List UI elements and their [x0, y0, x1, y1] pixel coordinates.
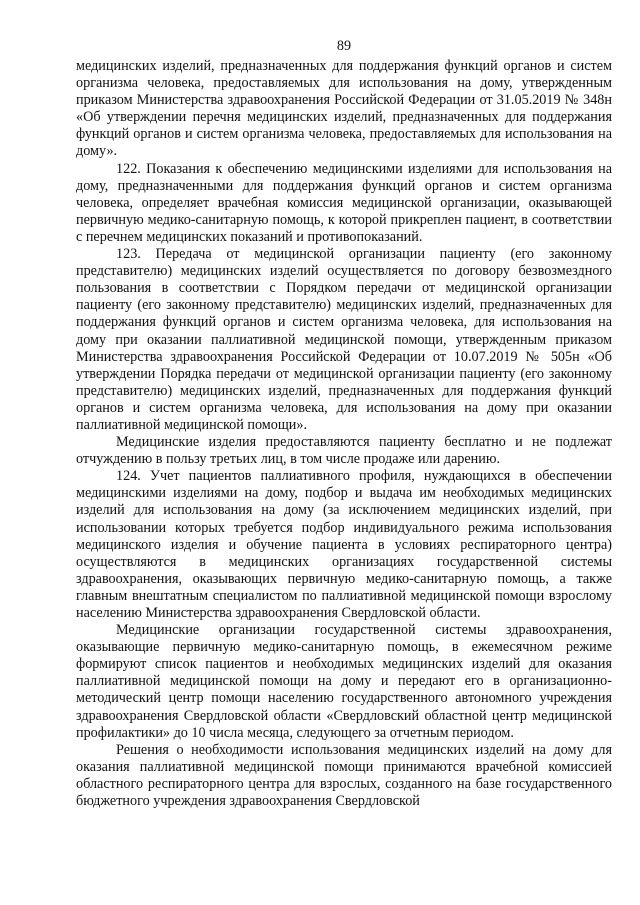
paragraph-123: 123. Передача от медицинской организации пациенту (его законному представителю) медицинских изделий осуществляется по договору безвозмездного пользования в соответствии с Порядком передачи от медицинской организации пациенту (его законному представителю) медицинских изделий, предназначенных для поддержания функций органов и систем организма человека, для использования на дому при оказании паллиативной медицинской помощи, утвержденным приказом Министерства здравоохранения Российской Федерации от 10.07.2019 № 505н «Об утверждении Порядка передачи от медицинской организации пациенту (его законному представителю) медицинских изделий, предназначенных для поддержания функций органов и систем организма человека, для использования на дому при оказании паллиативной медицинской помощи». — [76, 246, 612, 433]
paragraph-monthly-list: Медицинские организации государственной системы здравоохранения, оказывающие первичную медико-санитарную помощь, в ежемесячном режиме формируют список пациентов и необходимых медицинских изделий для оказания паллиативной медицинской помощи на дому и передают его в организационно-методический центр помощи населению государственного автономного учреждения здравоохранения Свердловской области «Свердловский областной центр медицинской профилактики» до 10 числа месяца, следующего за отчетным периодом. — [76, 622, 612, 741]
paragraph-122: 122. Показания к обеспечению медицинскими изделиями для использования на дому, предназначенными для поддержания функций органов и систем организма человека, определяет врачебная комиссия медицинской организации, оказывающей первичную медико-санитарную помощь, к которой прикреплен пациент, в соответствии с перечнем медицинских показаний и противопоказаний. — [76, 160, 612, 245]
paragraph-free-provision: Медицинские изделия предоставляются пациенту бесплатно и не подлежат отчуждению в пользу третьих лиц, в том числе продаже или дарению. — [76, 434, 612, 468]
page-number: 89 — [336, 38, 352, 54]
paragraph-continuation: медицинских изделий, предназначенных для поддержания функций органов и систем организма человека, предоставляемых для использования на дому, утвержденным приказом Министерства здравоохранения Российской Федерации от 31.05.2019 № 348н «Об утверждении перечня медицинских изделий, предназначенных для поддержания функций органов и систем организма человека, предоставляемых для использования на дому». — [76, 58, 612, 160]
paragraph-decisions: Решения о необходимости использования медицинских изделий на дому для оказания паллиативной медицинской помощи принимаются врачебной комиссией областного респираторного центра для взрослых, созданного на базе государственного бюджетного учреждения здравоохранения Свердловской — [76, 741, 612, 810]
document-body — [76, 58, 612, 810]
paragraph-124: 124. Учет пациентов паллиативного профиля, нуждающихся в обеспечении медицинскими изделиями на дому, подбор и выдача им необходимых медицинских изделий для использования на дому (за исключением медицинских изделий, при использовании которых требуется подбор индивидуального режима использования медицинского изделия и обучение пациента в условиях респираторного центра) осуществляются в медицинских организациях государственной системы здравоохранения, оказывающих первичную медико-санитарную помощь, а также главным внештатным специалистом по паллиативной медицинской помощи взрослому населению Министерства здравоохранения Свердловской области. — [76, 468, 612, 621]
